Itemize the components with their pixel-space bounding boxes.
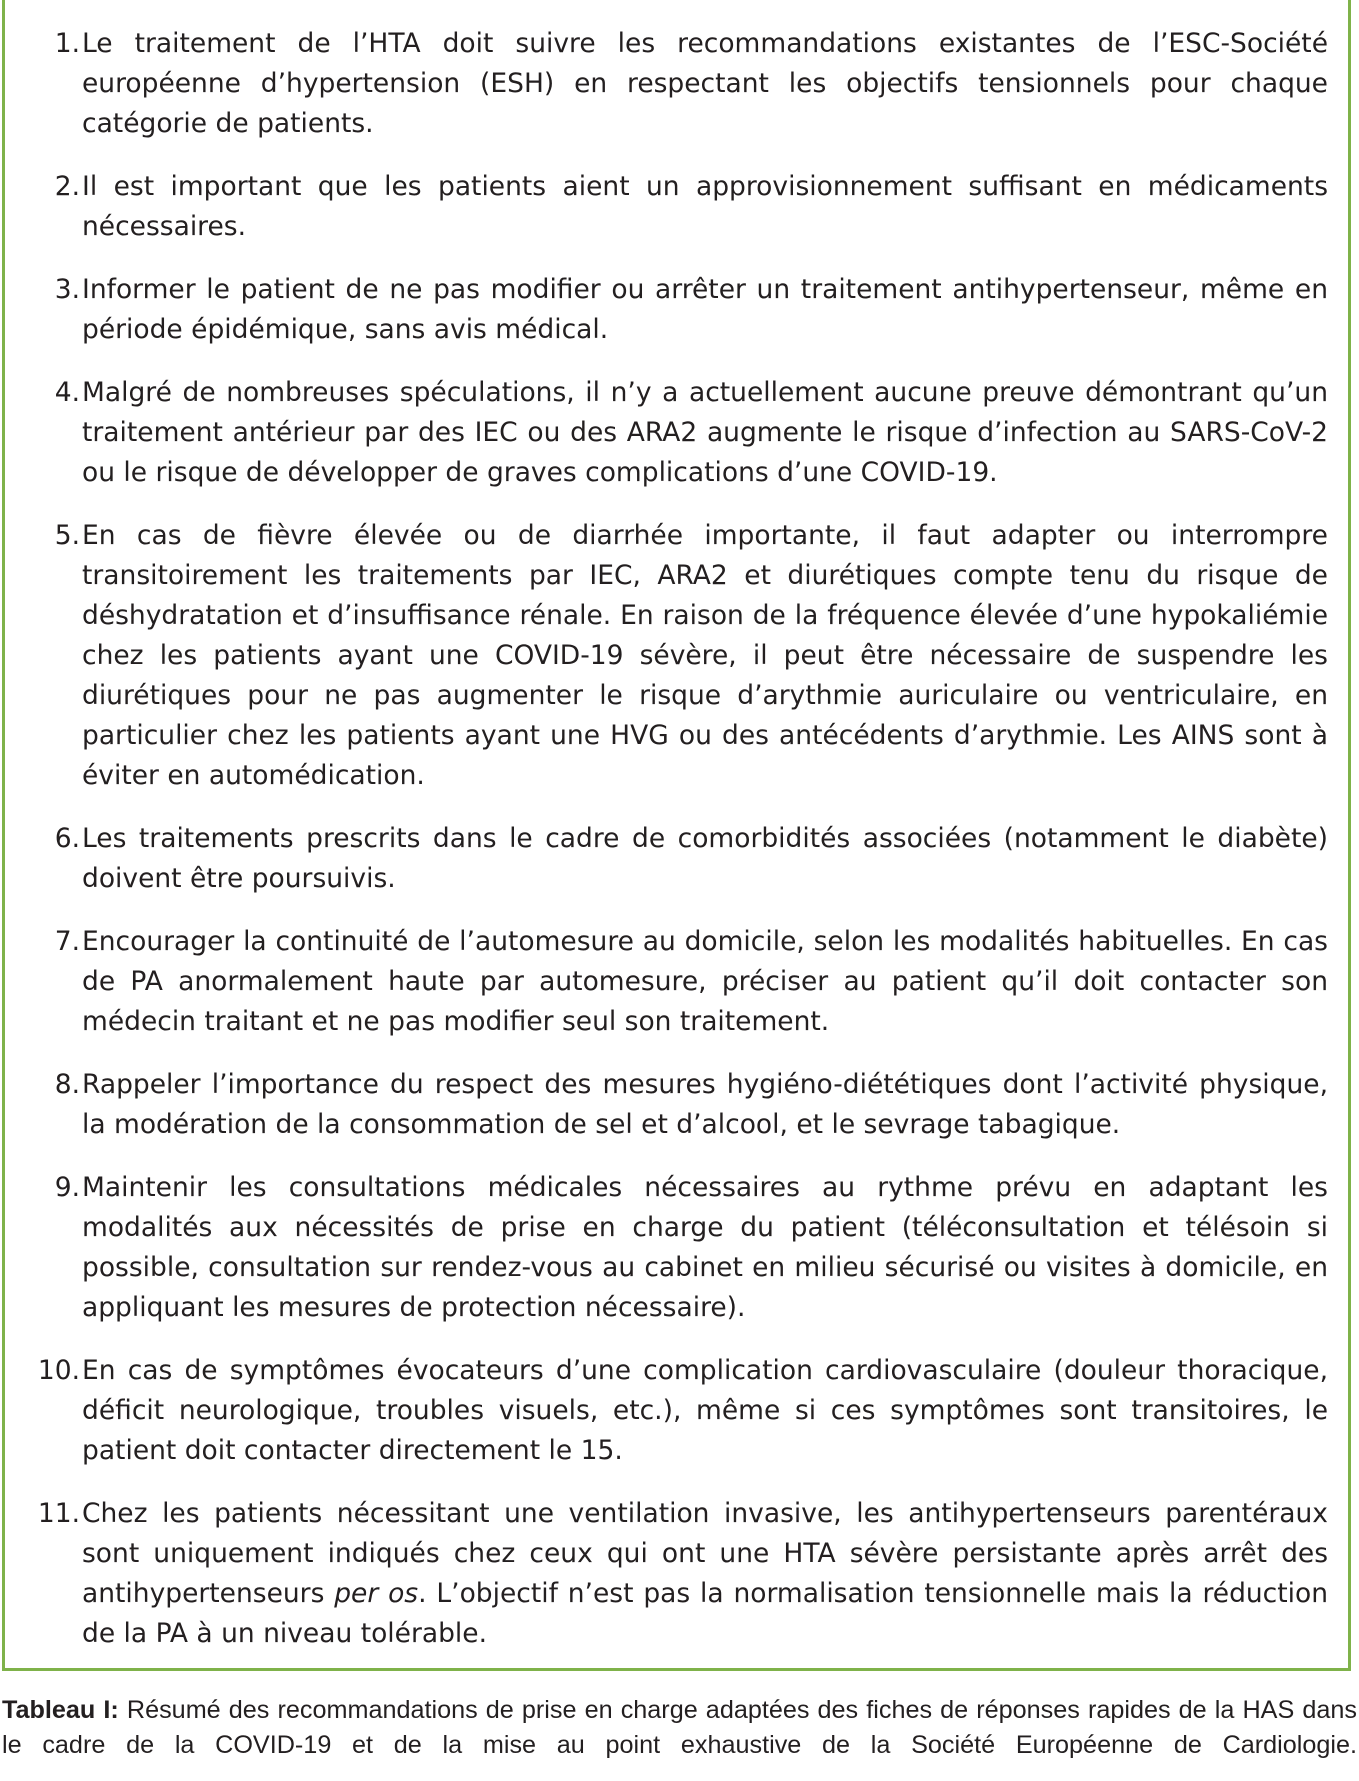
item-text-part: . L’objectif n’est pas la normalisation tensionnelle mais la réduction de la PA à un niveau tolérable.	[82, 1578, 1329, 1649]
item-text-italic: per os	[334, 1578, 419, 1609]
item-number: 4.	[54, 377, 80, 408]
item-number: 7.	[54, 926, 80, 957]
list-item	[28, 922, 1328, 1042]
item-text: En cas de symptômes évocateurs d’une complication cardiovasculaire (douleur thoracique, déficit neurologique, troubles visuels, etc.), même si ces symptômes sont transitoires, le patient doit contacter directement le 15.	[82, 1355, 1328, 1466]
list-item	[28, 24, 1328, 144]
item-text: Informer le patient de ne pas modifier ou arrêter un traitement antihypertenseur, même en période épidémique, sans avis médical.	[82, 274, 1328, 345]
item-text: Malgré de nombreuses spéculations, il n’y a actuellement aucune preuve démontrant qu’un traitement antérieur par des IEC ou des ARA2 augmente le risque d’infection au SARS-CoV-2 ou le risque de développer de graves complications d’une COVID-19.	[82, 377, 1328, 488]
item-number: 8.	[54, 1069, 80, 1100]
item-text: En cas de fièvre élevée ou de diarrhée importante, il faut adapter ou interrompre transitoirement les traitements par IEC, ARA2 et diurétiques compte tenu du risque de déshydratation et d’insuffisance rénale. En raison de la fréquence élevée d’une hypokaliémie chez les patients ayant une COVID-19 sévère, il peut être nécessaire de suspendre les diurétiques pour ne pas augmenter le risque d’arythmie auriculaire ou ventriculaire, en particulier chez les patients ayant une HVG ou des antécédents d’arythmie. Les AINS sont à éviter en automédication.	[82, 520, 1328, 791]
list-item	[28, 1065, 1328, 1145]
item-number: 9.	[54, 1172, 80, 1203]
item-text	[80, 1494, 1328, 1654]
list-item	[28, 167, 1328, 247]
list-item	[28, 1168, 1328, 1328]
item-text: Maintenir les consultations médicales nécessaires au rythme prévu en adaptant les modalités aux nécessités de prise en charge du patient (téléconsultation et télésoin si possible, consultation sur rendez-vous au cabinet en milieu sécurisé ou visites à domicile, en appliquant les mesures de protection nécessaire).	[82, 1172, 1328, 1323]
caption-text: Résumé des recommandations de prise en charge adaptées des fiches de réponses rapides de la HAS dans le cadre de la COVID-19 et de la mise au point exhaustive de la Société Européenne de Cardiologie.	[2, 1696, 1357, 1759]
list-item	[28, 270, 1328, 350]
caption-label: Tableau I:	[2, 1696, 119, 1724]
list-item	[28, 516, 1328, 796]
table-caption	[0, 1693, 1359, 1763]
item-text: Les traitements prescrits dans le cadre de comorbidités associées (notamment le diabète) doivent être poursuivis.	[82, 823, 1328, 894]
item-number: 10.	[37, 1355, 80, 1386]
list-item	[28, 1351, 1328, 1471]
list-item	[28, 1494, 1328, 1654]
list-item	[28, 373, 1328, 493]
item-number: 2.	[54, 171, 80, 202]
item-text-part: Chez les patients nécessitant une ventilation invasive, les antihypertenseurs parentéraux sont uniquement indiqués chez ceux qui ont une HTA sévère persistante après arrêt des antihypertenseurs	[82, 1498, 1328, 1609]
item-number: 3.	[54, 274, 80, 305]
item-number: 5.	[54, 520, 80, 551]
item-text: Encourager la continuité de l’automesure au domicile, selon les modalités habituelles. En cas de PA anormalement haute par automesure, préciser au patient qu’il doit contacter son médecin traitant et ne pas modifier seul son traitement.	[82, 926, 1328, 1037]
item-number: 11.	[37, 1498, 80, 1529]
item-number: 6.	[54, 823, 80, 854]
item-text: Il est important que les patients aient un approvisionnement suffisant en médicaments nécessaires.	[82, 171, 1328, 242]
item-text: Le traitement de l’HTA doit suivre les recommandations existantes de l’ESC-Société européenne d’hypertension (ESH) en respectant les objectifs tensionnels pour chaque catégorie de patients.	[82, 28, 1328, 139]
item-text: Rappeler l’importance du respect des mesures hygiéno-diététiques dont l’activité physique, la modération de la consommation de sel et d’alcool, et le sevrage tabagique.	[82, 1069, 1328, 1140]
recommendations-list	[28, 24, 1328, 1677]
item-number: 1.	[54, 28, 80, 59]
list-item	[28, 819, 1328, 899]
